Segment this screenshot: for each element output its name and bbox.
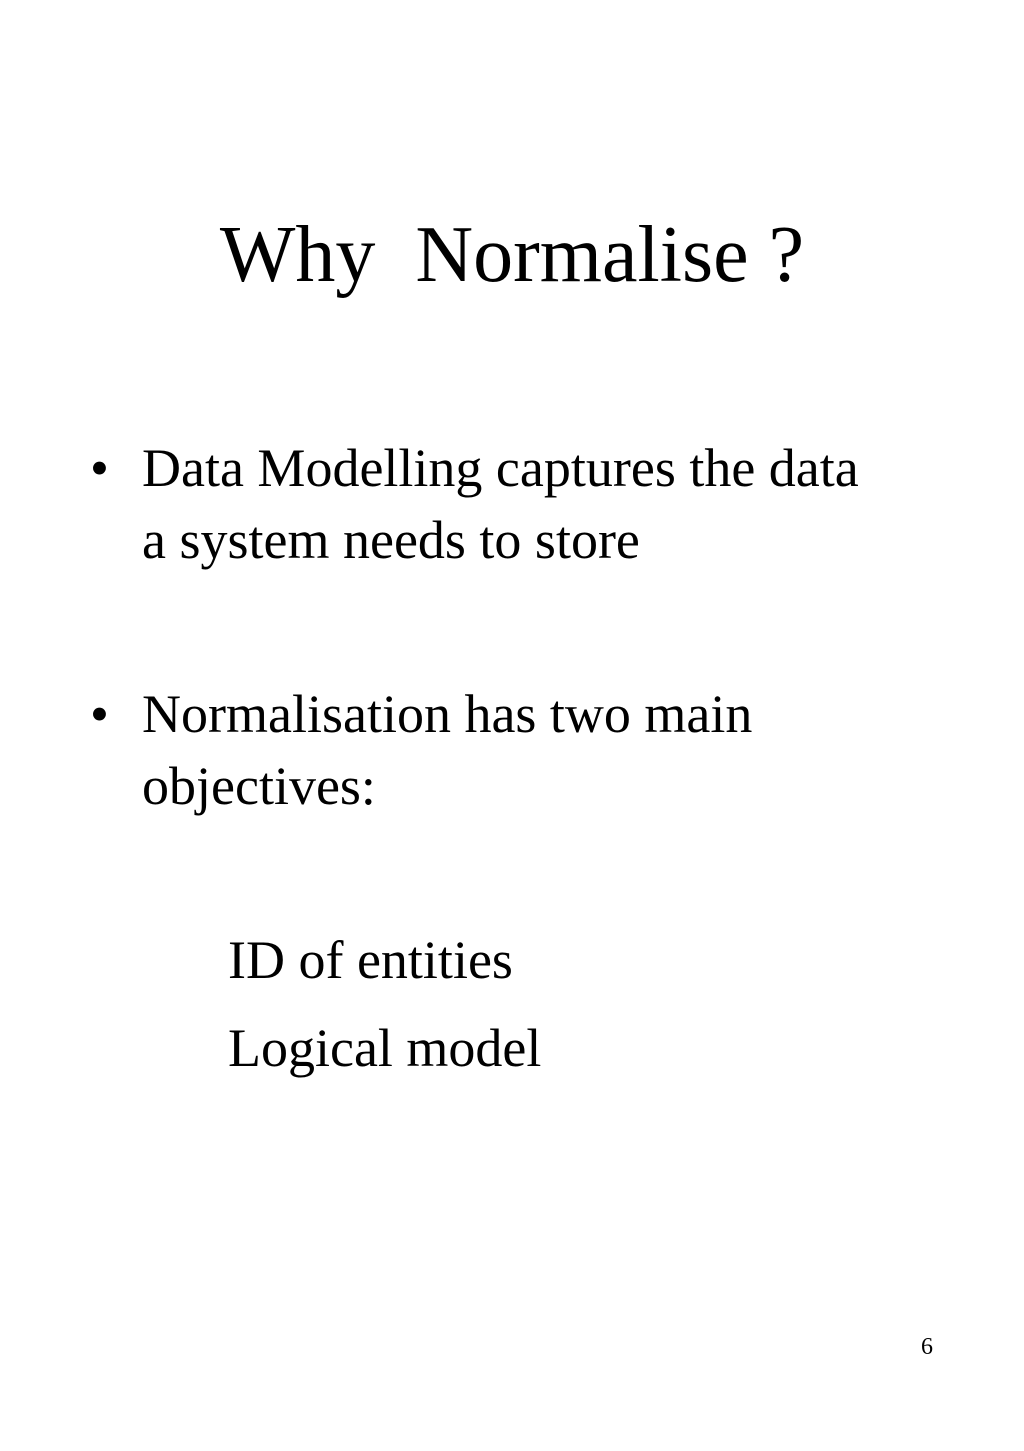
page-number: 6 [921,1334,933,1360]
sub-item-logical-model: Logical model [228,1018,542,1078]
sub-item-id-of-entities: ID of entities [228,930,513,990]
bullet-text: Normalisation has two main objectives: [142,684,753,816]
bullet-dot-icon: • [90,438,109,498]
bullet-item [90,432,870,576]
bullet-dot-icon: • [90,684,109,744]
bullet-item [90,678,870,822]
slide-title: Why Normalise ? [219,211,805,299]
bullet-text: Data Modelling captures the data a system needs to store [142,438,859,570]
